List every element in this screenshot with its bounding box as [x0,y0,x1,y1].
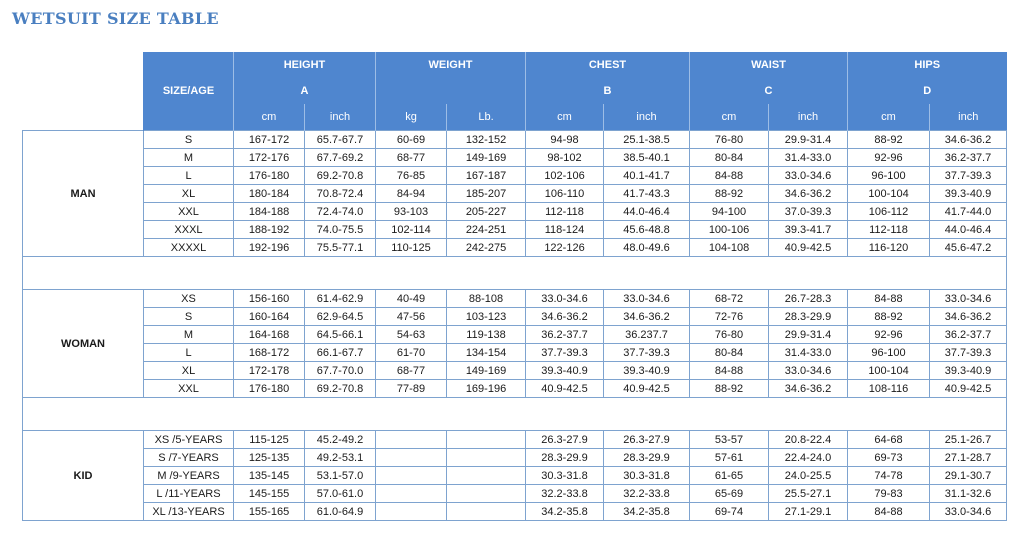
cell-height-cm: 155-165 [234,503,305,521]
cell-weight-lb: 119-138 [447,326,526,344]
cell-chest-inch: 45.6-48.8 [604,221,690,239]
cell-waist-cm: 94-100 [690,203,769,221]
cell-size: XL [144,362,234,380]
table-row [23,290,1007,308]
cell-chest-cm: 33.0-34.6 [526,290,604,308]
cell-height-inch: 61.4-62.9 [305,290,376,308]
group-label-woman: WOMAN [23,290,144,398]
spacer-cell [23,257,1007,290]
cell-hips-inch: 45.6-47.2 [930,239,1007,257]
cell-chest-cm: 34.2-35.8 [526,503,604,521]
cell-hips-inch: 33.0-34.6 [930,503,1007,521]
table-row [23,362,1007,380]
cell-waist-inch: 27.1-29.1 [769,503,848,521]
cell-waist-inch: 31.4-33.0 [769,344,848,362]
cell-hips-cm: 106-112 [848,203,930,221]
cell-chest-inch: 37.7-39.3 [604,344,690,362]
table-row [23,131,1007,149]
cell-size: S /7-YEARS [144,449,234,467]
table-row [23,308,1007,326]
cell-weight-lb: 185-207 [447,185,526,203]
unit-height-cm: cm [234,104,305,131]
header-hips-code: D [848,78,1007,104]
header-hips: HIPS [848,52,1007,78]
cell-hips-inch: 34.6-36.2 [930,131,1007,149]
cell-hips-inch: 34.6-36.2 [930,308,1007,326]
cell-height-cm: 125-135 [234,449,305,467]
cell-height-inch: 75.5-77.1 [305,239,376,257]
cell-hips-cm: 100-104 [848,362,930,380]
cell-weight-kg [376,467,447,485]
cell-hips-cm: 64-68 [848,431,930,449]
cell-weight-kg [376,503,447,521]
cell-waist-cm: 80-84 [690,344,769,362]
cell-waist-cm: 68-72 [690,290,769,308]
cell-size: XS /5-YEARS [144,431,234,449]
cell-weight-kg: 40-49 [376,290,447,308]
cell-waist-inch: 40.9-42.5 [769,239,848,257]
cell-waist-cm: 69-74 [690,503,769,521]
header-blank-corner [23,52,144,131]
cell-hips-inch: 39.3-40.9 [930,185,1007,203]
cell-weight-lb: 205-227 [447,203,526,221]
cell-waist-cm: 84-88 [690,167,769,185]
cell-chest-cm: 102-106 [526,167,604,185]
cell-chest-cm: 98-102 [526,149,604,167]
cell-hips-inch: 25.1-26.7 [930,431,1007,449]
cell-height-inch: 67.7-69.2 [305,149,376,167]
spacer-cell [23,398,1007,431]
table-row [23,185,1007,203]
cell-weight-lb: 103-123 [447,308,526,326]
cell-height-inch: 70.8-72.4 [305,185,376,203]
cell-size: XXXXL [144,239,234,257]
cell-hips-cm: 88-92 [848,308,930,326]
table-row [23,380,1007,398]
cell-hips-inch: 44.0-46.4 [930,221,1007,239]
cell-height-inch: 62.9-64.5 [305,308,376,326]
cell-weight-lb: 149-169 [447,362,526,380]
cell-waist-cm: 57-61 [690,449,769,467]
unit-hips-inch: inch [930,104,1007,131]
cell-height-inch: 61.0-64.9 [305,503,376,521]
cell-chest-cm: 37.7-39.3 [526,344,604,362]
table-row [23,344,1007,362]
group-spacer [23,257,1007,290]
cell-hips-inch: 40.9-42.5 [930,380,1007,398]
table-row [23,326,1007,344]
cell-weight-lb: 134-154 [447,344,526,362]
group-label-kid: KID [23,431,144,521]
cell-hips-cm: 84-88 [848,290,930,308]
cell-waist-cm: 100-106 [690,221,769,239]
cell-weight-kg: 93-103 [376,203,447,221]
cell-height-cm: 172-176 [234,149,305,167]
cell-weight-kg: 76-85 [376,167,447,185]
cell-size: XXXL [144,221,234,239]
cell-waist-cm: 72-76 [690,308,769,326]
cell-height-cm: 192-196 [234,239,305,257]
header-size-age: SIZE/AGE [144,52,234,131]
cell-height-inch: 57.0-61.0 [305,485,376,503]
cell-height-inch: 53.1-57.0 [305,467,376,485]
cell-hips-inch: 37.7-39.3 [930,344,1007,362]
cell-height-inch: 69.2-70.8 [305,380,376,398]
cell-chest-inch: 41.7-43.3 [604,185,690,203]
cell-waist-inch: 24.0-25.5 [769,467,848,485]
cell-weight-lb: 242-275 [447,239,526,257]
cell-weight-kg: 110-125 [376,239,447,257]
unit-height-inch: inch [305,104,376,131]
cell-chest-inch: 34.2-35.8 [604,503,690,521]
cell-chest-inch: 40.1-41.7 [604,167,690,185]
cell-hips-inch: 27.1-28.7 [930,449,1007,467]
cell-chest-inch: 28.3-29.9 [604,449,690,467]
header-chest: CHEST [526,52,690,78]
cell-hips-inch: 31.1-32.6 [930,485,1007,503]
cell-size: S [144,131,234,149]
cell-waist-cm: 88-92 [690,185,769,203]
cell-weight-lb: 167-187 [447,167,526,185]
cell-chest-inch: 34.6-36.2 [604,308,690,326]
cell-weight-kg: 84-94 [376,185,447,203]
table-row [23,239,1007,257]
cell-chest-cm: 40.9-42.5 [526,380,604,398]
cell-chest-inch: 38.5-40.1 [604,149,690,167]
cell-chest-inch: 30.3-31.8 [604,467,690,485]
cell-height-cm: 176-180 [234,167,305,185]
cell-hips-cm: 96-100 [848,344,930,362]
cell-chest-cm: 34.6-36.2 [526,308,604,326]
table-row [23,221,1007,239]
cell-size: S [144,308,234,326]
cell-weight-kg: 68-77 [376,149,447,167]
cell-size: L /11-YEARS [144,485,234,503]
cell-chest-inch: 39.3-40.9 [604,362,690,380]
cell-chest-cm: 106-110 [526,185,604,203]
cell-weight-lb [447,449,526,467]
cell-waist-inch: 33.0-34.6 [769,362,848,380]
cell-waist-cm: 76-80 [690,131,769,149]
cell-waist-inch: 29.9-31.4 [769,326,848,344]
cell-weight-kg: 60-69 [376,131,447,149]
cell-waist-inch: 31.4-33.0 [769,149,848,167]
cell-waist-inch: 26.7-28.3 [769,290,848,308]
cell-weight-kg: 61-70 [376,344,447,362]
cell-chest-inch: 25.1-38.5 [604,131,690,149]
cell-height-inch: 49.2-53.1 [305,449,376,467]
cell-weight-lb: 169-196 [447,380,526,398]
cell-height-inch: 45.2-49.2 [305,431,376,449]
header-chest-code: B [526,78,690,104]
table-row [23,203,1007,221]
cell-hips-cm: 108-116 [848,380,930,398]
cell-waist-cm: 76-80 [690,326,769,344]
table-row [23,167,1007,185]
cell-chest-cm: 118-124 [526,221,604,239]
cell-hips-inch: 33.0-34.6 [930,290,1007,308]
cell-chest-cm: 112-118 [526,203,604,221]
cell-waist-inch: 28.3-29.9 [769,308,848,326]
unit-hips-cm: cm [848,104,930,131]
size-table [22,52,1007,521]
cell-height-cm: 115-125 [234,431,305,449]
cell-chest-cm: 32.2-33.8 [526,485,604,503]
cell-weight-lb: 149-169 [447,149,526,167]
cell-waist-inch: 25.5-27.1 [769,485,848,503]
table-row [23,503,1007,521]
cell-height-inch: 74.0-75.5 [305,221,376,239]
header-weight: WEIGHT [376,52,526,78]
cell-hips-inch: 36.2-37.7 [930,149,1007,167]
table-body [23,131,1007,521]
cell-hips-inch: 41.7-44.0 [930,203,1007,221]
cell-waist-cm: 84-88 [690,362,769,380]
header-weight-code [376,78,526,104]
cell-waist-inch: 34.6-36.2 [769,380,848,398]
cell-height-cm: 180-184 [234,185,305,203]
table-row [23,485,1007,503]
cell-waist-inch: 29.9-31.4 [769,131,848,149]
cell-size: L [144,167,234,185]
cell-height-cm: 160-164 [234,308,305,326]
cell-height-cm: 176-180 [234,380,305,398]
cell-chest-cm: 30.3-31.8 [526,467,604,485]
unit-weight-kg: kg [376,104,447,131]
cell-weight-lb: 88-108 [447,290,526,308]
cell-size: M /9-YEARS [144,467,234,485]
cell-height-cm: 168-172 [234,344,305,362]
cell-hips-inch: 39.3-40.9 [930,362,1007,380]
cell-weight-kg: 77-89 [376,380,447,398]
group-label-man: MAN [23,131,144,257]
cell-weight-kg: 47-56 [376,308,447,326]
cell-chest-cm: 39.3-40.9 [526,362,604,380]
cell-height-inch: 64.5-66.1 [305,326,376,344]
cell-chest-cm: 26.3-27.9 [526,431,604,449]
cell-chest-inch: 44.0-46.4 [604,203,690,221]
table-row [23,431,1007,449]
cell-waist-inch: 22.4-24.0 [769,449,848,467]
table-row [23,467,1007,485]
cell-waist-inch: 34.6-36.2 [769,185,848,203]
cell-weight-kg: 68-77 [376,362,447,380]
cell-chest-inch: 36.237.7 [604,326,690,344]
cell-weight-lb [447,467,526,485]
cell-height-cm: 135-145 [234,467,305,485]
cell-height-inch: 72.4-74.0 [305,203,376,221]
page-title: WETSUIT SIZE TABLE [12,9,219,28]
cell-hips-cm: 112-118 [848,221,930,239]
cell-waist-inch: 39.3-41.7 [769,221,848,239]
header-waist: WAIST [690,52,848,78]
cell-chest-cm: 36.2-37.7 [526,326,604,344]
unit-chest-cm: cm [526,104,604,131]
header-height-code: A [234,78,376,104]
cell-hips-inch: 37.7-39.3 [930,167,1007,185]
cell-chest-inch: 33.0-34.6 [604,290,690,308]
table-row [23,449,1007,467]
cell-height-cm: 172-178 [234,362,305,380]
cell-hips-inch: 36.2-37.7 [930,326,1007,344]
cell-waist-inch: 33.0-34.6 [769,167,848,185]
unit-waist-inch: inch [769,104,848,131]
cell-weight-kg: 102-114 [376,221,447,239]
cell-height-cm: 156-160 [234,290,305,308]
cell-waist-cm: 104-108 [690,239,769,257]
cell-hips-cm: 69-73 [848,449,930,467]
cell-weight-lb [447,431,526,449]
cell-weight-kg [376,485,447,503]
header-waist-code: C [690,78,848,104]
unit-chest-inch: inch [604,104,690,131]
cell-chest-inch: 32.2-33.8 [604,485,690,503]
cell-size: XXL [144,380,234,398]
header-height: HEIGHT [234,52,376,78]
group-spacer [23,398,1007,431]
cell-weight-lb [447,503,526,521]
cell-height-inch: 69.2-70.8 [305,167,376,185]
cell-chest-cm: 94-98 [526,131,604,149]
cell-weight-lb: 132-152 [447,131,526,149]
cell-chest-inch: 48.0-49.6 [604,239,690,257]
cell-size: M [144,326,234,344]
cell-hips-inch: 29.1-30.7 [930,467,1007,485]
unit-weight-lb: Lb. [447,104,526,131]
cell-size: XL [144,185,234,203]
cell-height-inch: 66.1-67.7 [305,344,376,362]
cell-hips-cm: 74-78 [848,467,930,485]
cell-height-cm: 184-188 [234,203,305,221]
cell-hips-cm: 79-83 [848,485,930,503]
cell-size: XL /13-YEARS [144,503,234,521]
cell-hips-cm: 84-88 [848,503,930,521]
cell-chest-inch: 40.9-42.5 [604,380,690,398]
cell-weight-kg: 54-63 [376,326,447,344]
cell-size: M [144,149,234,167]
cell-weight-lb: 224-251 [447,221,526,239]
cell-height-cm: 167-172 [234,131,305,149]
cell-height-cm: 145-155 [234,485,305,503]
cell-height-cm: 188-192 [234,221,305,239]
cell-hips-cm: 100-104 [848,185,930,203]
cell-waist-inch: 37.0-39.3 [769,203,848,221]
cell-hips-cm: 116-120 [848,239,930,257]
cell-hips-cm: 96-100 [848,167,930,185]
cell-weight-lb [447,485,526,503]
cell-size: XS [144,290,234,308]
cell-waist-cm: 53-57 [690,431,769,449]
cell-waist-cm: 65-69 [690,485,769,503]
cell-chest-cm: 28.3-29.9 [526,449,604,467]
cell-height-inch: 67.7-70.0 [305,362,376,380]
cell-chest-cm: 122-126 [526,239,604,257]
cell-waist-cm: 61-65 [690,467,769,485]
cell-waist-inch: 20.8-22.4 [769,431,848,449]
cell-waist-cm: 88-92 [690,380,769,398]
cell-chest-inch: 26.3-27.9 [604,431,690,449]
table-row [23,149,1007,167]
cell-size: XXL [144,203,234,221]
unit-waist-cm: cm [690,104,769,131]
cell-size: L [144,344,234,362]
cell-hips-cm: 92-96 [848,149,930,167]
cell-hips-cm: 92-96 [848,326,930,344]
cell-weight-kg [376,449,447,467]
cell-hips-cm: 88-92 [848,131,930,149]
cell-height-cm: 164-168 [234,326,305,344]
cell-height-inch: 65.7-67.7 [305,131,376,149]
cell-weight-kg [376,431,447,449]
cell-waist-cm: 80-84 [690,149,769,167]
